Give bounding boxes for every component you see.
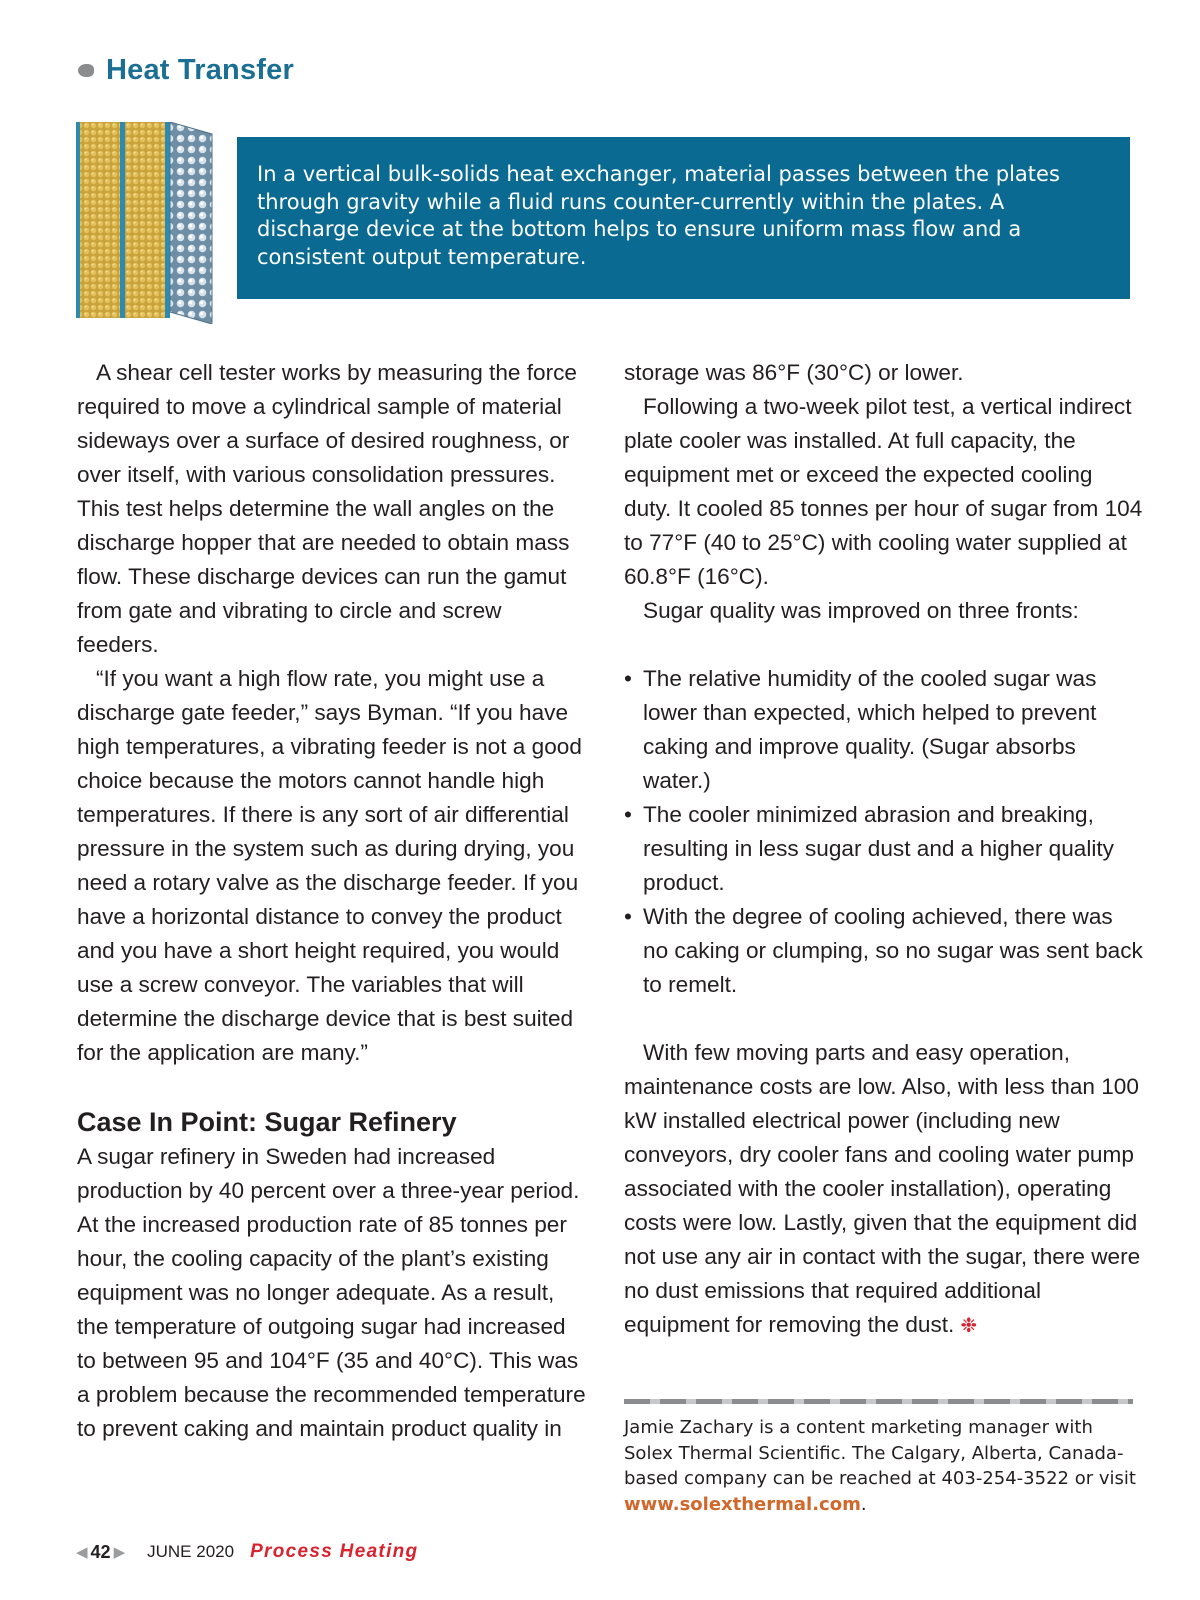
bullet-text: With the degree of cooling achieved, there was no caking or clumping, so no sugar was sent back to remelt.	[643, 904, 1143, 997]
section-bullet-icon	[78, 64, 94, 77]
company-website-link[interactable]: www.solexthermal.com	[624, 1493, 861, 1515]
article-column-left	[77, 356, 587, 1446]
author-bio-text: Jamie Zachary is a content marketing manager with Solex Thermal Scientific. The Calgary, Alberta, Canada-based company can be reached at 403-254-3522 or visit	[624, 1417, 1136, 1489]
page-number: 42	[90, 1541, 111, 1562]
bullet-dot-icon: •	[624, 904, 632, 929]
page-right-arrow-icon: ▶	[113, 1543, 126, 1561]
page-left-arrow-icon: ◀	[76, 1543, 88, 1561]
article-subhead: Case In Point: Sugar Refinery	[77, 1107, 457, 1137]
author-bio-period: .	[860, 1493, 867, 1515]
bullet-dot-icon: •	[624, 666, 632, 691]
bullet-dot-icon: •	[624, 802, 632, 827]
section-title: Heat Transfer	[106, 54, 294, 86]
author-bio	[624, 1415, 1144, 1517]
article-paragraph: storage was 86°F (30°C) or lower.	[624, 360, 964, 385]
end-of-article-icon: ❉	[960, 1315, 978, 1337]
article-paragraph	[624, 1036, 1144, 1343]
article-paragraph: Sugar quality was improved on three fronts:	[643, 598, 1079, 623]
article-column-right	[624, 356, 1144, 1343]
paragraph-spacer	[624, 628, 1144, 662]
paragraph-spacer	[624, 1002, 1144, 1036]
issue-date: JUNE 2020	[147, 1542, 235, 1561]
bullet-list	[624, 662, 1144, 1002]
section-header	[78, 54, 294, 87]
figure-caption: In a vertical bulk-solids heat exchanger, material passes between the plates through gravity while a fluid runs counter-currently within the plates. A discharge device at the bottom helps to ensure uniform mass flow and a consistent output temperature.	[257, 162, 1060, 269]
heat-exchanger-illustration	[76, 122, 216, 324]
figure-caption-box	[237, 137, 1130, 299]
closing-paragraph-text: With few moving parts and easy operation, maintenance costs are low. Also, with less than 100 kW installed electrical power (including new conveyors, dry cooler fans and cooling water pump associated with the cooler installation), operating costs were low. Lastly, given that the equipment did not use any air in contact with the sugar, there were no dust emissions that required additional equipment for removing the dust.	[624, 1040, 1141, 1337]
publication-name: Process Heating	[250, 1541, 419, 1562]
bio-divider	[624, 1399, 1133, 1404]
bullet-text: The relative humidity of the cooled sugar was lower than expected, which helped to prevent caking and improve quality. (Sugar absorbs water.)	[643, 666, 1097, 793]
article-paragraph: A shear cell tester works by measuring the force required to move a cylindrical sample of material sideways over a surface of desired roughness, or over itself, with various consolidation pressures. This test helps determine the wall angles on the discharge hopper that are needed to obtain mass flow. These discharge devices can run the gamut from gate and vibrating to circle and screw feeders.	[77, 360, 577, 657]
article-paragraph: Following a two-week pilot test, a vertical indirect plate cooler was installed. At full capacity, the equipment met or exceed the expected cooling duty. It cooled 85 tonnes per hour of sugar from 104 to 77°F (40 to 25°C) with cooling water supplied at 60.8°F (16°C).	[624, 394, 1143, 589]
bullet-item	[624, 798, 1144, 900]
bullet-text: The cooler minimized abrasion and breaking, resulting in less sugar dust and a higher quality product.	[643, 802, 1114, 895]
bullet-item	[624, 900, 1144, 1002]
page-footer	[76, 1541, 418, 1563]
article-paragraph: A sugar refinery in Sweden had increased production by 40 percent over a three-year period. At the increased production rate of 85 tonnes per hour, the cooling capacity of the plant’s existing equipment was no longer adequate. As a result, the temperature of outgoing sugar had increased to between 95 and 104°F (35 and 40°C). This was a problem because the recommended temperature to prevent caking and maintain product quality in	[77, 1144, 586, 1441]
bullet-item	[624, 662, 1144, 798]
article-paragraph: “If you want a high flow rate, you might use a discharge gate feeder,” says Byman. “If you have high temperatures, a vibrating feeder is not a good choice because the motors cannot handle high temperatures. If there is any sort of air differential pressure in the system such as during drying, you need a rotary valve as the discharge feeder. If you have a horizontal distance to convey the product and you have a short height required, you would use a screw conveyor. The variables that will determine the discharge device that is best suited for the application are many.”	[77, 666, 582, 1065]
